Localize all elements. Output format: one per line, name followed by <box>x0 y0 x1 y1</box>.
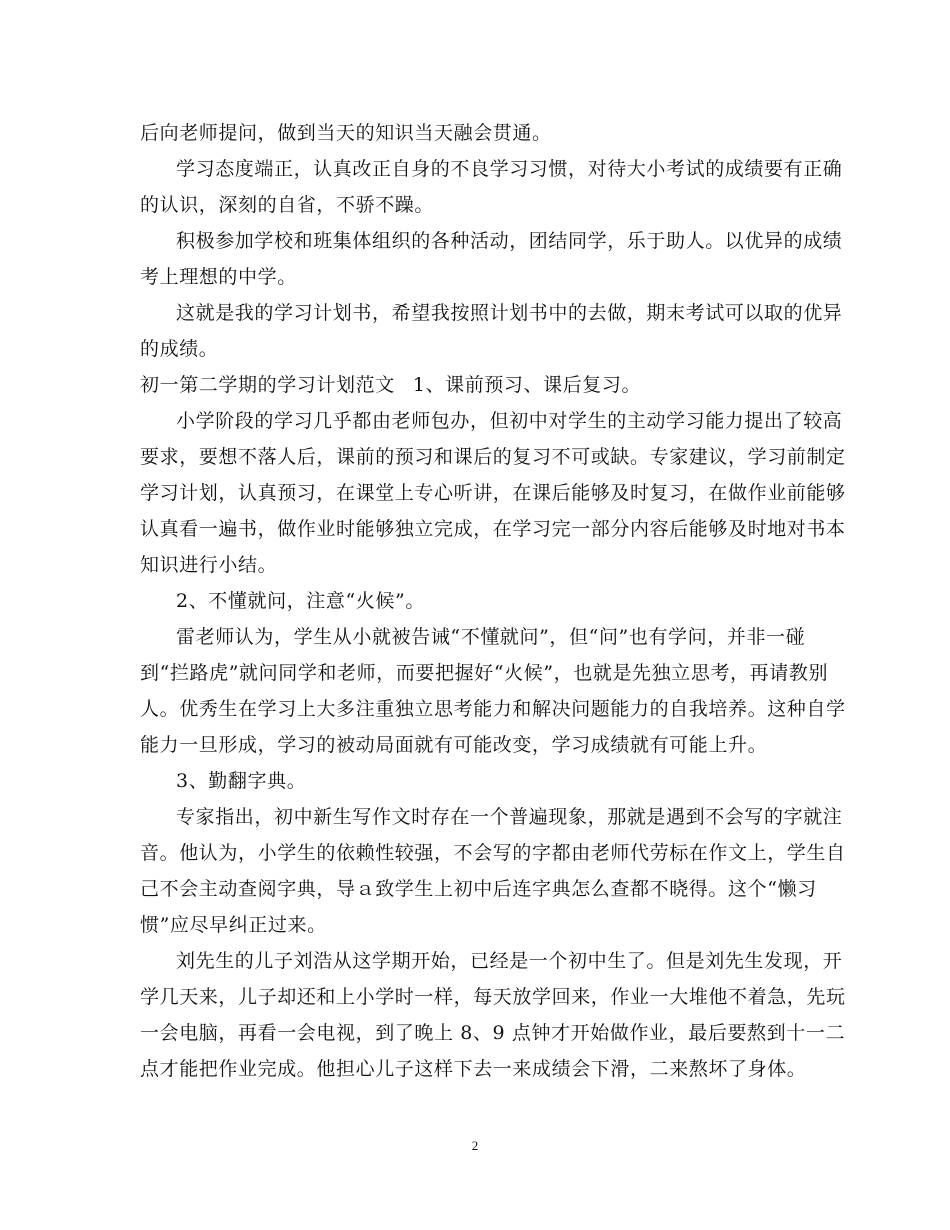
text-line: 学习态度端正，认真改正自身的不良学习习惯，对待大小考试的成绩要有正确 <box>176 158 843 180</box>
text-line: 学习计划，认真预习，在课堂上专心听讲，在课后能够及时复习，在做作业前能够 <box>140 482 846 504</box>
subheading: 2、不懂就问，注意“火候”。 <box>176 590 425 612</box>
section-title: 初一第二学期的学习计划范文 <box>140 374 395 396</box>
subheading: 1、课前预习、课后复习。 <box>412 374 642 396</box>
text-line: 人。优秀生在学习上大多注重独立思考能力和解决问题能力的自我培养。这种自学 <box>140 698 846 720</box>
text-line: 这就是我的学习计划书，希望我按照计划书中的去做，期末考试可以取的优异 <box>176 302 843 324</box>
section-heading-line <box>140 367 816 403</box>
text-line: 己不会主动查阅字典，导ａ致学生上初中后连字典怎么查都不晓得。这个“懒习 <box>140 878 817 900</box>
body-text <box>140 115 846 1087</box>
text-line: 到“拦路虎”就问同学和老师，而要把握好“火候”，也就是先独立思考，再请教别 <box>140 662 829 684</box>
text-line: 一会电脑，再看一会电视，到了晚上 8、9 点钟才开始做作业，最后要熬到十一二 <box>140 1022 846 1044</box>
text-line: 刘先生的儿子刘浩从这学期开始，已经是一个初中生了。但是刘先生发现，开 <box>176 950 843 972</box>
text-line: 专家指出，初中新生写作文时存在一个普遍现象，那就是遇到不会写的字就注 <box>176 806 843 828</box>
text-line: 小学阶段的学习几乎都由老师包办，但初中对学生的主动学习能力提出了较高 <box>176 410 843 432</box>
text-line: 雷老师认为，学生从小就被告诫“不懂就问”，但“问”也有学问，并非一碰 <box>176 626 806 648</box>
text-line: 要求，要想不落人后，课前的预习和课后的复习不可或缺。专家建议，学习前制定 <box>140 446 846 468</box>
subheading: 3、勤翻字典。 <box>176 770 307 792</box>
page-number: 2 <box>471 1138 479 1153</box>
text-line: 的成绩。 <box>140 338 219 360</box>
text-line: 的认识，深刻的自省，不骄不躁。 <box>140 194 435 216</box>
text-line: 音。他认为，小学生的依赖性较强，不会写的字都由老师代劳标在作文上，学生自 <box>140 842 846 864</box>
text-line: 能力一旦形成，学习的被动局面就有可能改变，学习成绩就有可能上升。 <box>140 734 768 756</box>
text-line: 知识进行小结。 <box>140 554 278 576</box>
text-line: 考上理想的中学。 <box>140 266 297 288</box>
text-line: 点才能把作业完成。他担心儿子这样下去一来成绩会下滑，二来熬坏了身体。 <box>140 1058 807 1080</box>
text-line: 积极参加学校和班集体组织的各种活动，团结同学，乐于助人。以优异的成绩 <box>176 230 843 252</box>
text-line: 学几天来，儿子却还和上小学时一样，每天放学回来，作业一大堆他不着急，先玩 <box>140 986 846 1008</box>
text-line: 后向老师提问，做到当天的知识当天融会贯通。 <box>140 122 552 144</box>
text-line: 惯”应尽早纠正过来。 <box>140 914 327 936</box>
text-line: 认真看一遍书，做作业时能够独立完成，在学习完一部分内容后能够及时地对书本 <box>140 518 846 540</box>
